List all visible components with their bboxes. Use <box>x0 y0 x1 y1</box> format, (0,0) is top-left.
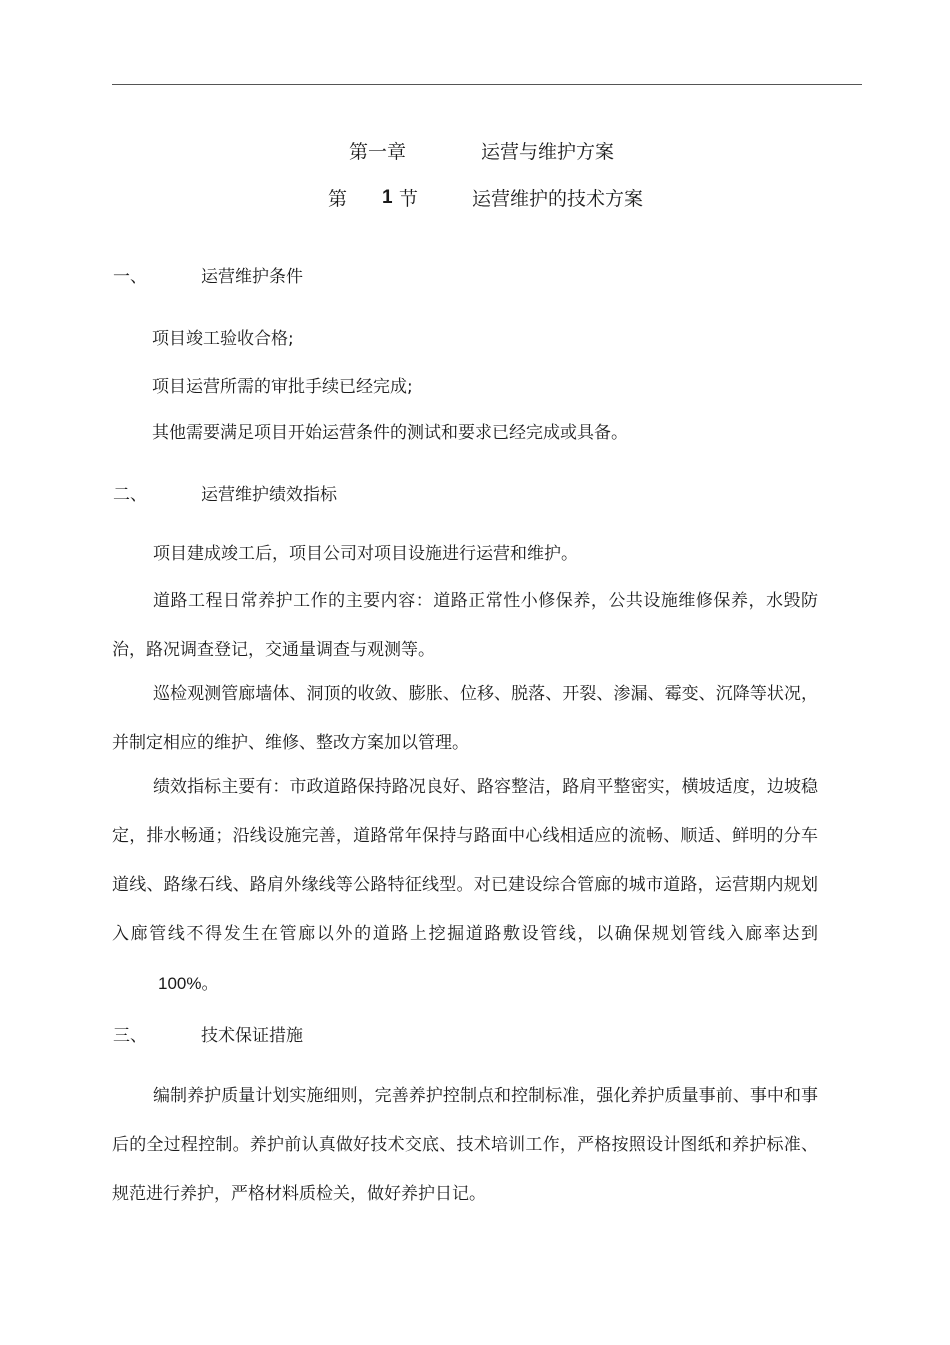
condition-item: 项目运营所需的审批手续已经完成; <box>152 377 413 397</box>
section-prefix: 第 <box>328 188 348 210</box>
paragraph: 编制养护质量计划实施细则，完善养护控制点和控制标准，强化养护质量事前、事中和事后的全过程控制。养护前认真做好技术交底、技术培训工作，严格按照设计图纸和养护标准、规范进行养护，严格材料质检关，做好养护日记。 <box>112 1086 818 1204</box>
chapter-label: 第一章 <box>349 141 407 163</box>
heading-number: 一、 <box>113 267 147 287</box>
paragraph: 项目建成竣工后，项目公司对项目设施进行运营和维护。 <box>153 544 578 564</box>
section-number: 1 <box>382 187 393 208</box>
heading-title: 运营维护条件 <box>201 267 303 287</box>
paragraph-text: 绩效指标主要有：市政道路保持路况良好、路容整洁，路肩平整密实，横坡适度，边坡稳定，排水畅通；沿线设施完善，道路常年保持与路面中心线相适应的流畅、顺适、鲜明的分车道线、路缘石线、路肩外缘线等公路特征线型。对已建设综合管廊的城市道路，运营期内规划入廊管线不得发生在管廊以外的道路上挖掘道路敷设管线，以确保规划管线入廊率达到 <box>112 777 818 944</box>
paragraph: 巡检观测管廊墙体、洞顶的收敛、膨胀、位移、脱落、开裂、渗漏、霉变、沉降等状况，并制定相应的维护、维修、整改方案加以管理。 <box>112 684 818 753</box>
percentage-value: 100%。 <box>158 974 219 993</box>
heading-title: 技术保证措施 <box>201 1026 303 1046</box>
condition-item: 项目竣工验收合格; <box>152 329 294 349</box>
paragraph <box>112 763 818 1009</box>
section-title: 运营维护的技术方案 <box>472 188 644 210</box>
header-rule <box>112 84 862 85</box>
heading-number: 三、 <box>113 1026 147 1046</box>
heading-number: 二、 <box>113 485 147 505</box>
paragraph: 道路工程日常养护工作的主要内容：道路正常性小修保养，公共设施维修保养，水毁防治，路况调查登记，交通量调查与观测等。 <box>112 591 818 660</box>
chapter-title: 运营与维护方案 <box>481 141 615 163</box>
condition-item: 其他需要满足项目开始运营条件的测试和要求已经完成或具备。 <box>152 423 628 443</box>
section-suffix: 节 <box>399 188 419 210</box>
heading-title: 运营维护绩效指标 <box>201 485 337 505</box>
